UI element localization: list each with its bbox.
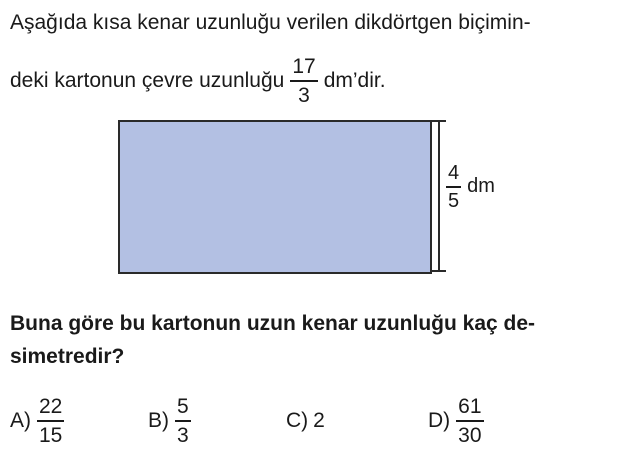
choice-a[interactable] [10,396,70,446]
choice-a-fraction [37,396,64,446]
fraction-bar [446,186,461,188]
question-line-2: simetredir? [10,345,125,368]
fraction-bar [37,420,64,422]
choice-d[interactable] [428,396,490,446]
choice-a-denominator: 15 [39,423,63,447]
short-side-unit: dm [467,175,495,198]
choice-b-fraction [175,396,191,446]
fraction-bar [175,420,191,422]
dimension-line [438,120,440,272]
short-side-fraction [446,163,461,211]
choice-d-fraction [456,396,483,446]
intro-line-2-start: deki kartonun çevre uzunluğu [10,68,285,92]
question-line-1: Buna göre bu kartonun uzun kenar uzunluğu kaç de- [10,312,536,335]
perimeter-numerator: 17 [292,55,316,78]
short-side-label [446,163,495,211]
intro-line-2-end: dm’dir. [323,68,386,92]
perimeter-fraction [290,56,317,106]
choice-a-numerator: 22 [39,395,63,418]
answer-choices [0,396,629,446]
choice-c[interactable] [286,409,325,433]
choice-b-denominator: 3 [177,423,189,447]
choice-b[interactable] [148,396,197,446]
perimeter-denominator: 3 [298,83,310,107]
intro-line-2 [10,56,386,106]
cardboard-rectangle [118,120,432,274]
choice-b-numerator: 5 [177,395,189,418]
short-side-denominator: 5 [448,189,460,212]
dimension-cap-top [432,120,446,122]
choice-a-letter: A) [10,408,31,432]
choice-d-numerator: 61 [458,395,482,418]
fraction-bar [290,80,317,82]
choice-b-letter: B) [148,408,169,432]
choice-c-letter: C) [286,409,309,432]
choice-c-value: 2 [313,409,325,432]
intro-line-1: Aşağıda kısa kenar uzunluğu verilen dikdörtgen biçimin- [10,11,531,34]
dimension-cap-bottom [432,270,446,272]
short-side-numerator: 4 [448,162,460,184]
choice-d-letter: D) [428,408,451,432]
fraction-bar [456,420,483,422]
choice-d-denominator: 30 [458,423,482,447]
question-text [10,307,620,373]
